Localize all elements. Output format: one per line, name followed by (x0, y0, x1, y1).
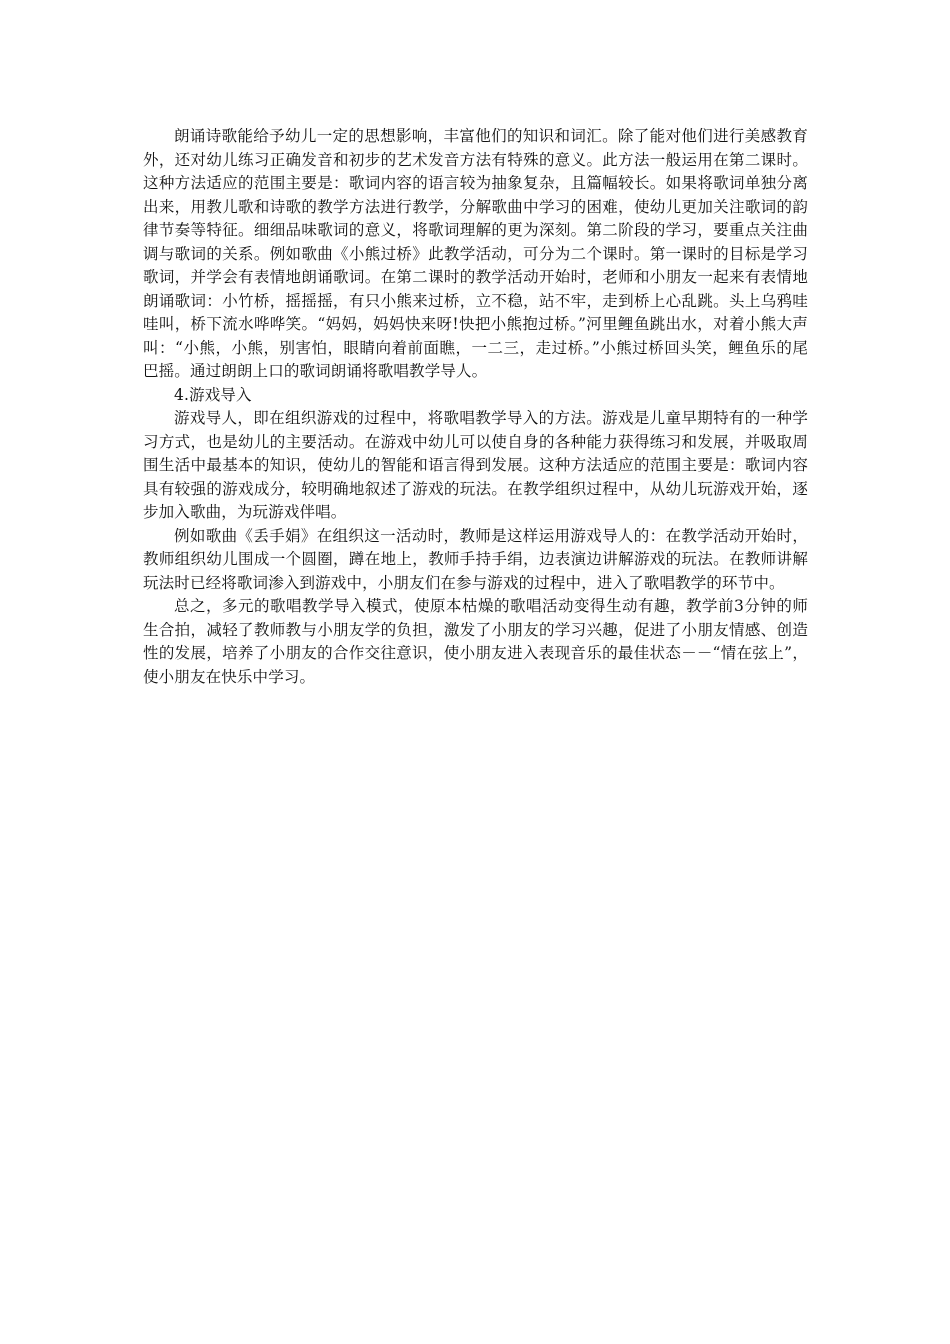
paragraph-game-example: 例如歌曲《丢手娟》在组织这一活动时，教师是这样运用游戏导人的：在教学活动开始时，教师组织幼儿围成一个圆圈，蹲在地上，教师手持手绢，边表演边讲解游戏的玩法。在教师讲解玩法时已经将歌词渗入到游戏中，小朋友们在参与游戏的过程中，进入了歌唱教学的环节中。 (143, 526, 808, 592)
paragraph-conclusion: 总之，多元的歌唱教学导入模式，使原本枯燥的歌唱活动变得生动有趣，教学前3分钟的师生合拍，减轻了教师教与小朋友学的负担，激发了小朋友的学习兴趣，促进了小朋友情感、创造性的发展，培养了小朋友的合作交往意识，使小朋友进入表现音乐的最佳状态－－“情在弦上”，使小朋友在快乐中学习。 (143, 597, 808, 686)
paragraph-game-introduction: 游戏导人，即在组织游戏的过程中，将歌唱教学导入的方法。游戏是儿童早期特有的一种学习方式，也是幼儿的主要活动。在游戏中幼儿可以使自身的各种能力获得练习和发展，并吸取周围生活中最基本的知识，使幼儿的智能和语言得到发展。这种方法适应的范围主要是：歌词内容具有较强的游戏成分，较明确地叙述了游戏的玩法。在教学组织过程中，从幼儿玩游戏开始，逐步加入歌曲，为玩游戏伴唱。 (143, 409, 808, 521)
section-heading-game-introduction: 4.游戏导入 (174, 385, 252, 404)
document-body (143, 125, 808, 689)
paragraph-recitation-method: 朗诵诗歌能给予幼儿一定的思想影响，丰富他们的知识和词汇。除了能对他们进行美感教育外，还对幼儿练习正确发音和初步的艺术发音方法有特殊的意义。此方法一般运用在第二课时。这种方法适应的范围主要是：歌词内容的语言较为抽象复杂，且篇幅较长。如果将歌词单独分离出来，用教儿歌和诗歌的教学方法进行教学，分解歌曲中学习的困难，使幼儿更加关注歌词的韵律节奏等特征。细细品味歌词的意义，将歌词理解的更为深刻。第二阶段的学习，要重点关注曲调与歌词的关系。例如歌曲《小熊过桥》此教学活动，可分为二个课时。第一课时的目标是学习歌词，并学会有表情地朗诵歌词。在第二课时的教学活动开始时，老师和小朋友一起来有表情地朗诵歌词：小竹桥，摇摇摇，有只小熊来过桥，立不稳，站不牢，走到桥上心乱跳。头上乌鸦哇哇叫，桥下流水哗哗笑。“妈妈，妈妈快来呀!快把小熊抱过桥。”河里鲤鱼跳出水，对着小熊大声叫：“小熊，小熊，别害怕，眼睛向着前面瞧，一二三，走过桥。”小熊过桥回头笑，鲤鱼乐的尾巴摇。通过朗朗上口的歌词朗诵将歌唱教学导人。 (143, 127, 808, 380)
